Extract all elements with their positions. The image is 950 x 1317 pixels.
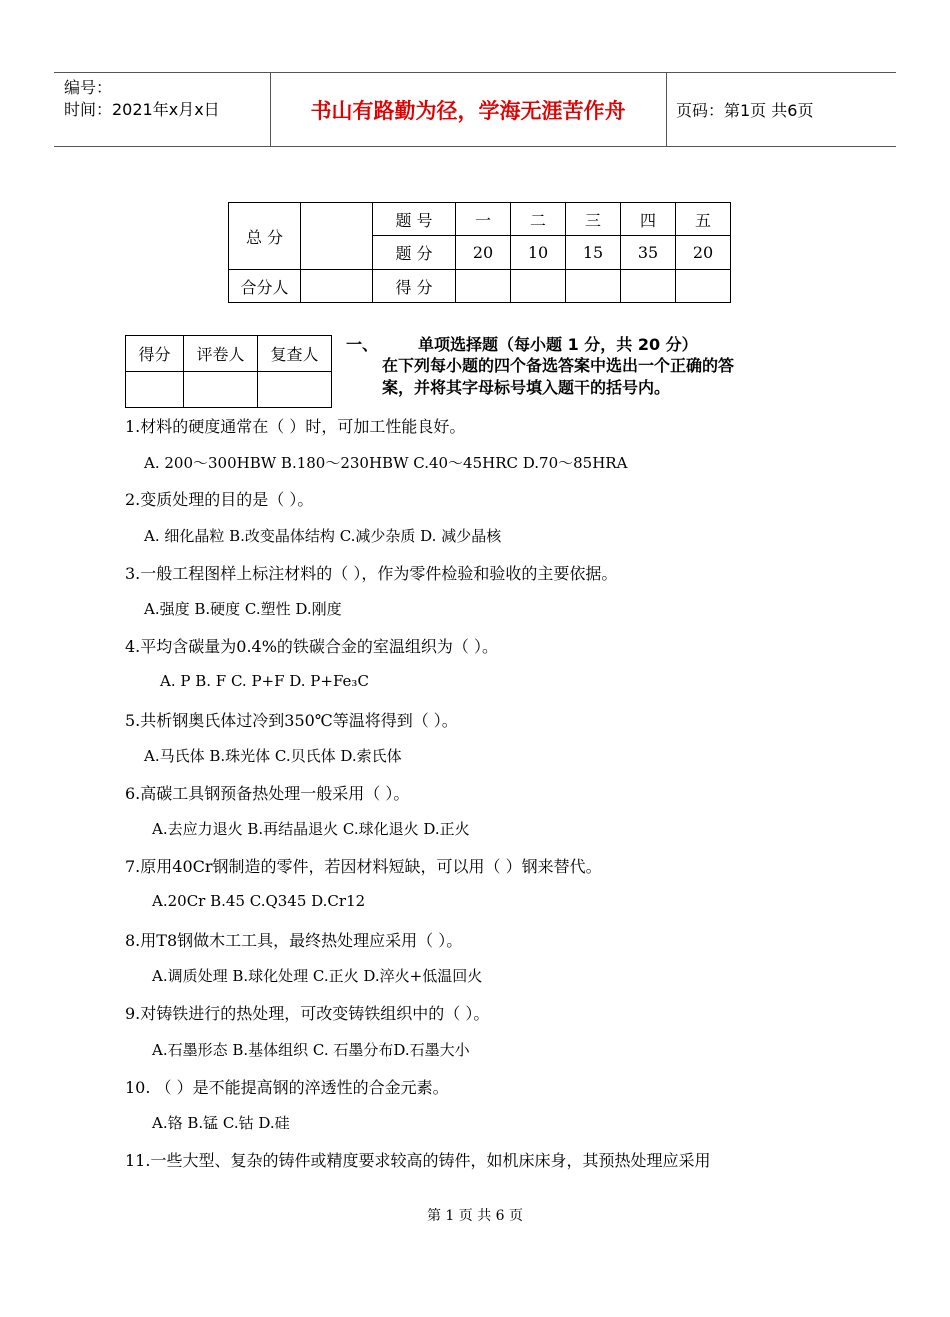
instruction-line: 在下列每小题的四个备选答案中选出一个正确的答 [382,356,735,375]
question-options: A.去应力退火 B.再结晶退火 C.球化退火 D.正火 [152,820,470,838]
section-points: 20 [676,236,731,270]
question-options: A.马氏体 B.珠光体 C.贝氏体 D.索氏体 [144,747,402,765]
reviewer-cell[interactable] [258,372,332,408]
earned-score-cell[interactable] [456,270,511,303]
earned-score-cell[interactable] [566,270,621,303]
question-options: A.20Cr B.45 C.Q345 D.Cr12 [152,892,366,910]
section-number-label: 题 号 [373,203,456,236]
header-meta [64,77,220,121]
section-points: 35 [621,236,676,270]
question-options: A.铬 B.锰 C.钴 D.硅 [152,1114,290,1132]
score-table [228,202,731,303]
grader-cell[interactable] [184,372,258,408]
question-options: A.强度 B.硬度 C.塑性 D.刚度 [144,600,342,618]
section-number: 二 [511,203,566,236]
grader-score-label: 得分 [126,336,184,372]
question-text: 6.高碳工具钢预备热处理一般采用（ ）。 [125,784,410,803]
total-score-cell[interactable] [301,203,373,270]
question-text: 11.一些大型、复杂的铸件或精度要求较高的铸件，如机床床身，其预热处理应采用 [125,1151,711,1170]
section-number-heading: 一、 [346,335,379,354]
section-points-label: 题 分 [373,236,456,270]
total-score-label: 总 分 [229,203,301,270]
grader-label: 评卷人 [184,336,258,372]
combiner-label: 合分人 [229,270,301,303]
question-text: 3.一般工程图样上标注材料的（ ），作为零件检验和验收的主要依据。 [125,564,618,583]
question-text: 9.对铸铁进行的热处理，可改变铸铁组织中的（ ）。 [125,1004,490,1023]
section-points: 15 [566,236,621,270]
earned-score-label: 得 分 [373,270,456,303]
header-page-label: 页码：第1页 共6页 [676,101,814,120]
question-options: A. 200～300HBW B.180～230HBW C.40～45HRC D.70～85HRA [144,454,628,472]
header-motto: 书山有路勤为径，学海无涯苦作舟 [310,98,626,123]
question-text: 5.共析钢奥氏体过冷到350℃等温将得到（ ）。 [125,711,458,730]
section-title: 单项选择题（每小题 1 分，共 20 分） [418,335,698,354]
header-divider [666,73,667,146]
question-text: 1.材料的硬度通常在（ ）时，可加工性能良好。 [125,417,466,436]
section-number: 四 [621,203,676,236]
question-text: 8.用T8钢做木工工具，最终热处理应采用（ ）。 [125,931,463,950]
page-header [54,72,896,147]
question-text: 10. （ ）是不能提高钢的淬透性的合金元素。 [125,1078,449,1097]
doc-number-label: 编号： [64,78,113,97]
question-options: A.石墨形态 B.基体组织 C. 石墨分布D.石墨大小 [152,1041,470,1059]
reviewer-label: 复查人 [258,336,332,372]
section-number: 一 [456,203,511,236]
grader-table [125,335,332,408]
section-points: 10 [511,236,566,270]
section-instructions [382,355,802,399]
section-points: 20 [456,236,511,270]
grader-score-cell[interactable] [126,372,184,408]
section-number: 五 [676,203,731,236]
question-options: A.调质处理 B.球化处理 C.正火 D.淬火+低温回火 [152,967,483,985]
earned-score-cell[interactable] [621,270,676,303]
question-text: 4.平均含碳量为0.4%的铁碳合金的室温组织为（ ）。 [125,637,499,656]
question-options: A. 细化晶粒 B.改变晶体结构 C.减少杂质 D. 减少晶核 [144,527,502,545]
section-number: 三 [566,203,621,236]
instruction-line: 案，并将其字母标号填入题干的括号内。 [382,378,671,397]
page-footer: 第 1 页 共 6 页 [426,1208,524,1224]
earned-score-cell[interactable] [676,270,731,303]
question-text: 7.原用40Cr钢制造的零件，若因材料短缺，可以用（ ）钢来替代。 [125,857,602,876]
question-options: A. P B. F C. P+F D. P+Fe₃C [160,672,369,690]
earned-score-cell[interactable] [511,270,566,303]
question-text: 2.变质处理的目的是（ ）。 [125,490,314,509]
doc-time-label: 时间：2021年x月x日 [64,100,220,119]
combiner-cell[interactable] [301,270,373,303]
